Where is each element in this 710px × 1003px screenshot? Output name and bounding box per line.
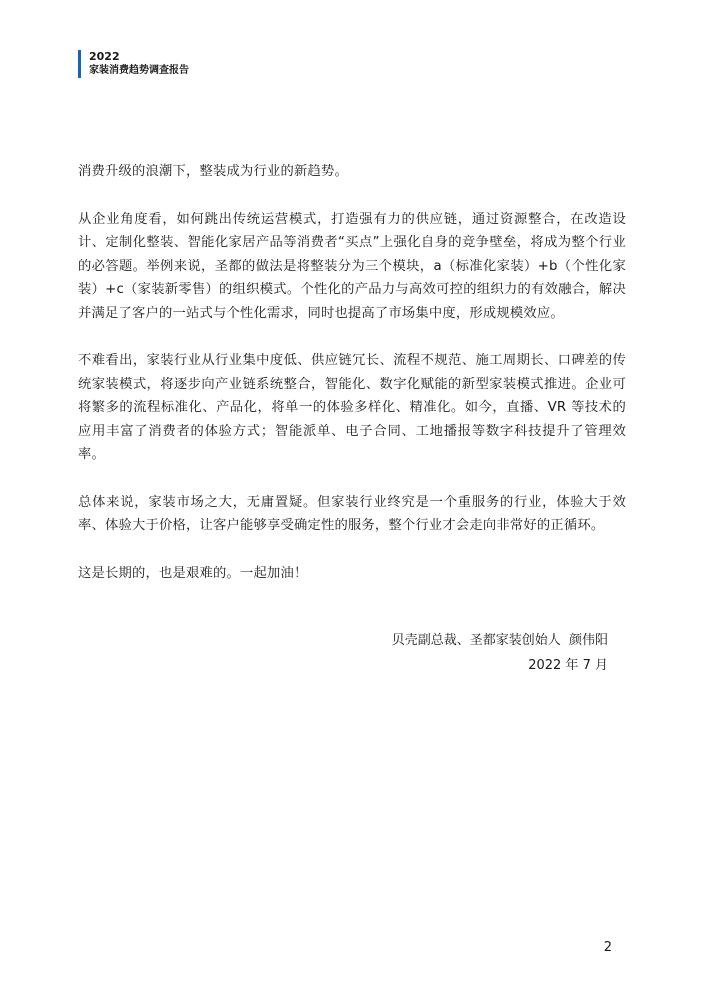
report-title: 家装消费趋势调查报告 <box>89 65 189 76</box>
report-year: 2022 <box>89 50 120 63</box>
paragraph-summary: 总体来说，家装市场之大，无庸置疑。但家装行业终究是一个重服务的行业，体验大于效率、体验大于价格，让客户能够享受确定性的服务，整个行业才会走向非常好的正循环。 <box>78 494 626 533</box>
signature-author: 贝壳副总裁、圣都家装创始人 颜伟阳 <box>391 633 608 648</box>
paragraph-intro: 消费升级的浪潮下，整装成为行业的新趋势。 <box>78 164 348 179</box>
body-content <box>78 160 626 609</box>
signature-date: 2022 年 7 月 <box>528 658 608 673</box>
paragraph-closing: 这是长期的，也是艰难的。一起加油！ <box>78 565 308 581</box>
paragraph-industry-trend: 不难看出，家装行业从行业集中度低、供应链冗长、流程不规范、施工周期长、口碑差的传统家装模式，将逐步向产业链系统整合，智能化、数字化赋能的新型家装模式推进。企业可将繁多的流程标准化、产品化，将单一的体验多样化、精准化。如今，直播、VR 等技术的应用丰富了消费者的体验方式；智能派单、电子合同、工地播报等数字科技提升了管理效率。 <box>78 353 626 462</box>
signature-block <box>392 628 608 678</box>
page-number: 2 <box>603 940 612 955</box>
report-header <box>78 50 189 78</box>
paragraph-enterprise-view: 从企业角度看，如何跳出传统运营模式，打造强有力的供应链，通过资源整合，在改造设计、定制化整装、智能化家居产品等消费者“买点”上强化自身的竞争壁垒，将成为整个行业的必答题。举例来说，圣都的做法是将整装分为三个模块，a（标准化家装）+b（个性化家装）+c（家装新零售）的组织模式。个性化的产品力与高效可控的组织力的有效融合，解决并满足了客户的一站式与个性化需求，同时也提高了市场集中度，形成规模效应。 <box>78 211 626 321</box>
